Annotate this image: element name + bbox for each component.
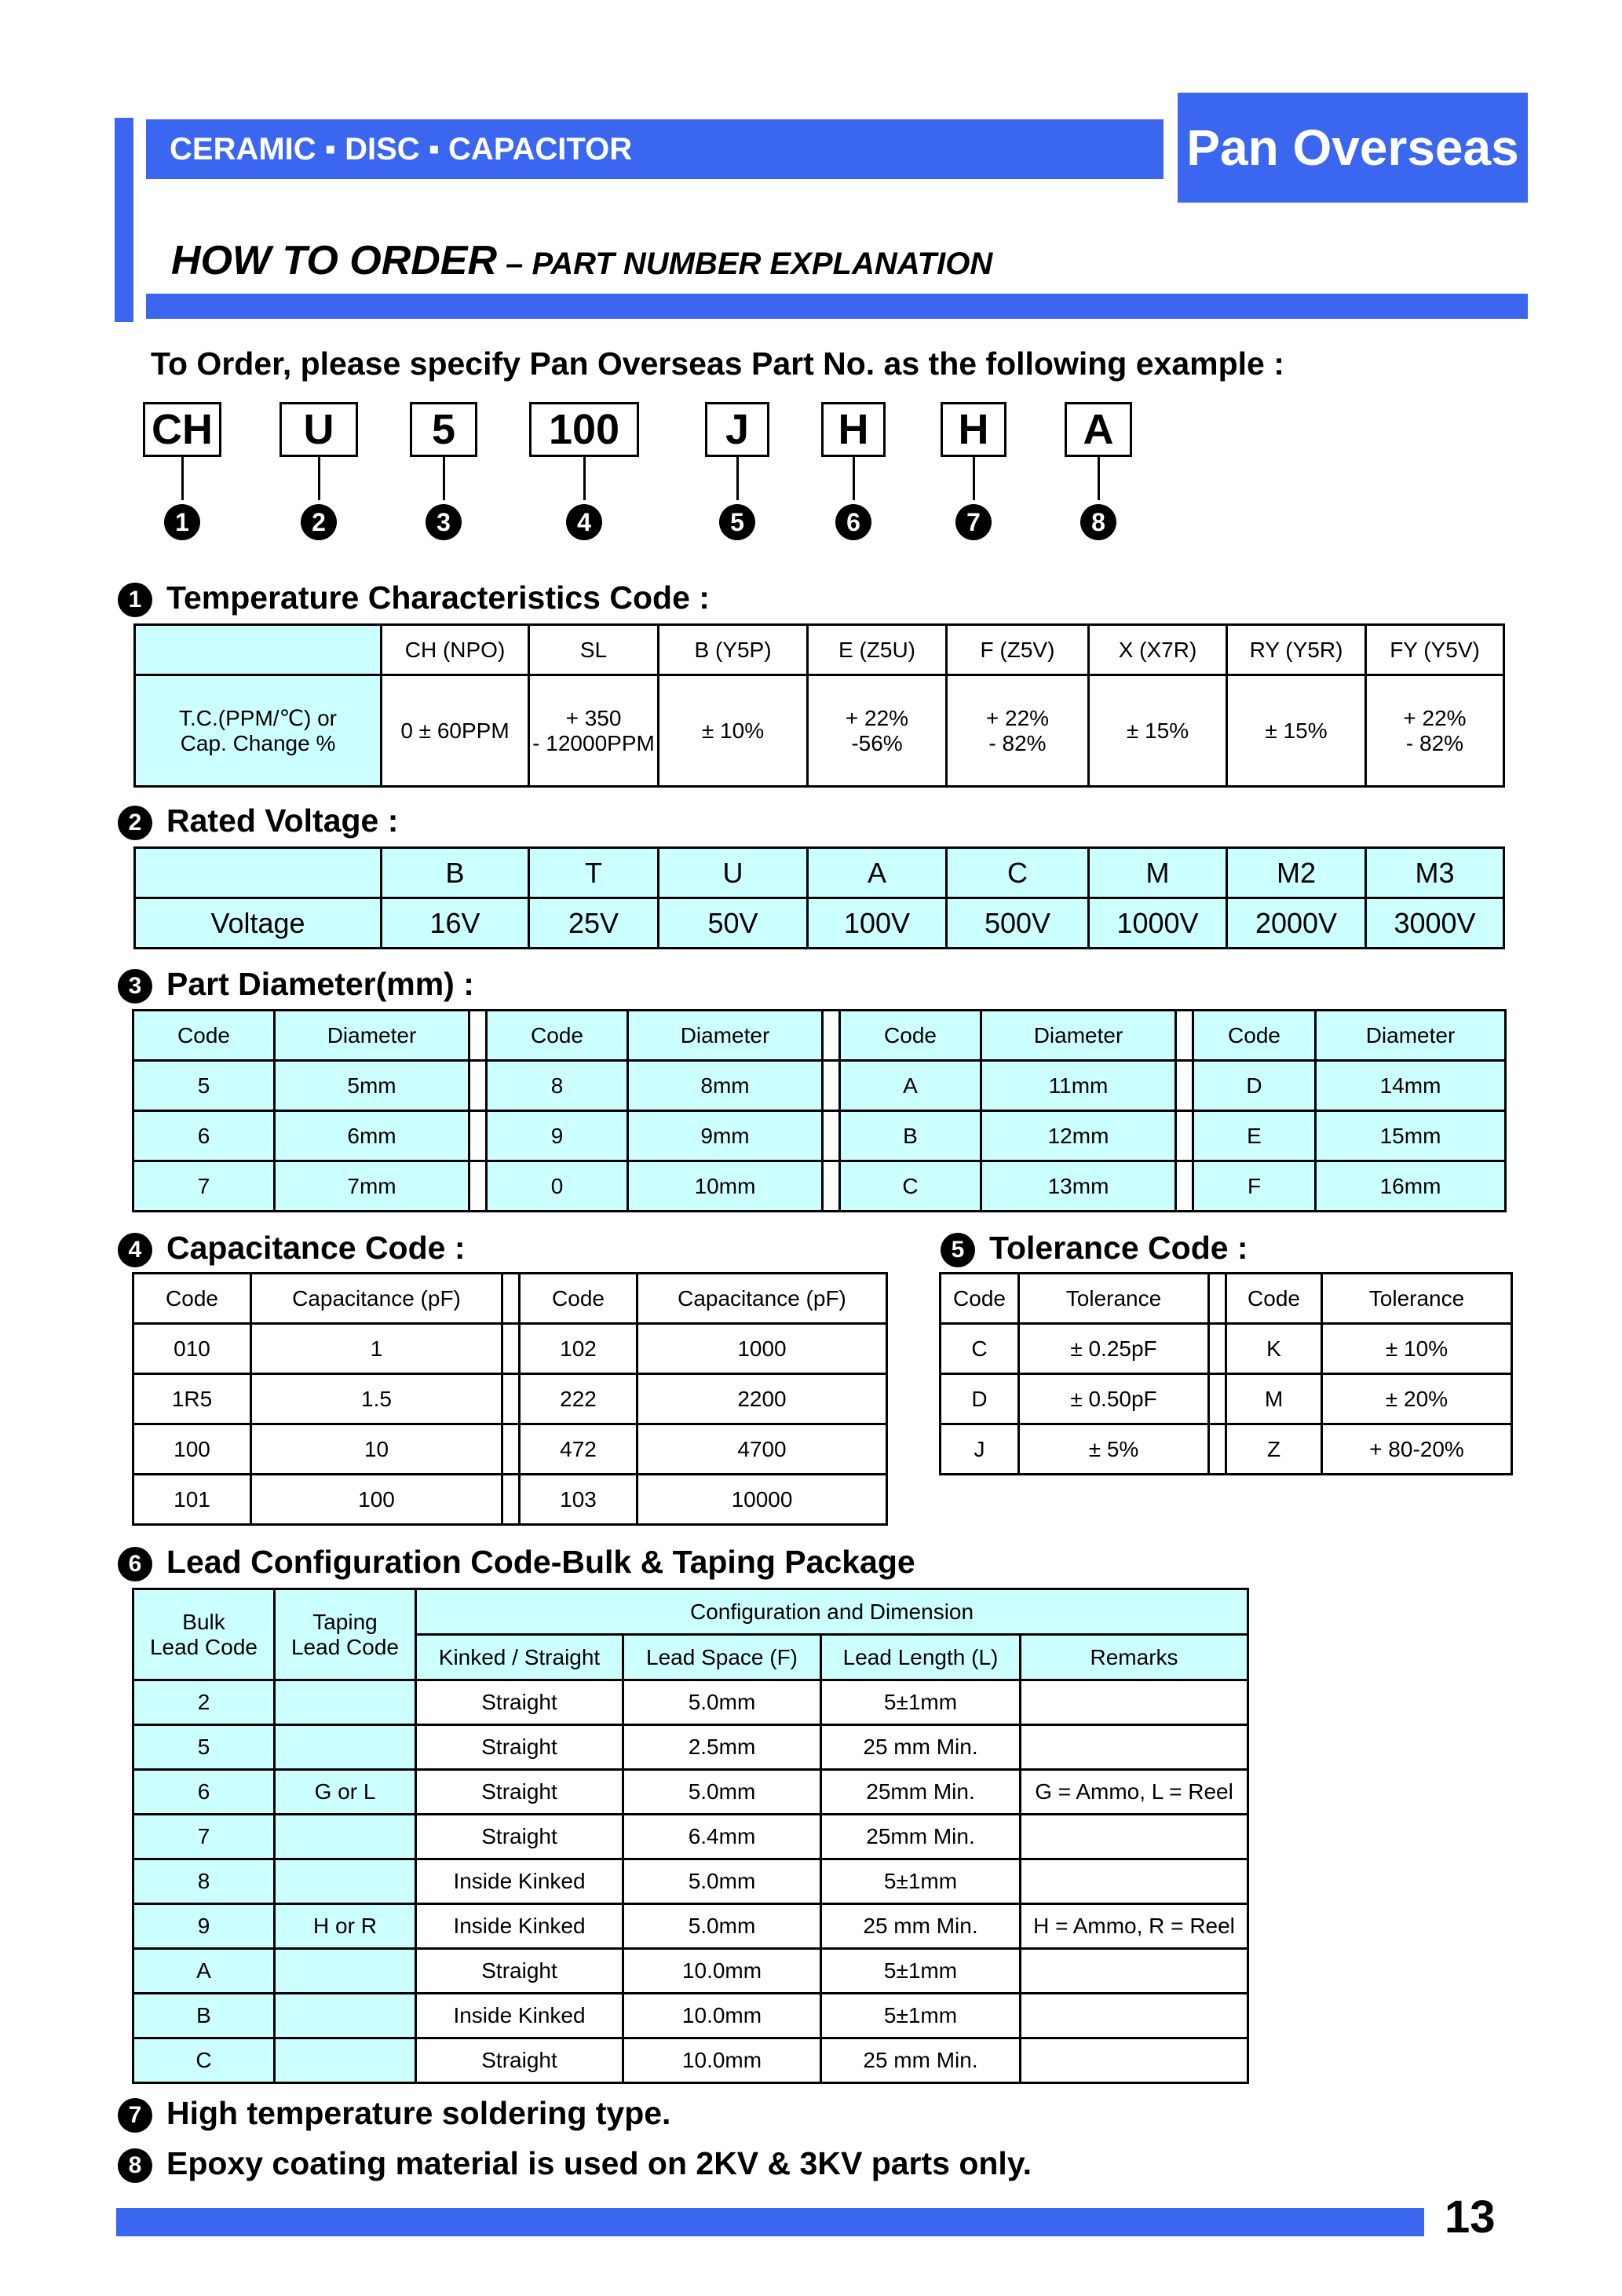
voltage-code-cell: M2 bbox=[1227, 848, 1366, 898]
column-spacer bbox=[1209, 1424, 1226, 1475]
connector-line bbox=[1098, 457, 1100, 500]
row-label-line2: Cap. Change % bbox=[180, 731, 336, 755]
taping-code-cell: H or R bbox=[275, 1904, 416, 1949]
taping-code-cell bbox=[275, 1949, 416, 1994]
temp-value-cell bbox=[1366, 675, 1504, 787]
table-row bbox=[133, 1475, 887, 1525]
tol-value-cell: ± 20% bbox=[1322, 1374, 1512, 1424]
temp-code-cell: RY (Y5R) bbox=[1227, 625, 1366, 675]
taping-code-cell bbox=[275, 2038, 416, 2083]
cap-value-cell: 10000 bbox=[637, 1475, 887, 1525]
voltage-code-cell: C bbox=[947, 848, 1089, 898]
diameter-code-cell: A bbox=[840, 1061, 981, 1111]
diameter-value-cell: 5mm bbox=[275, 1061, 469, 1111]
bulk-code-cell: 6 bbox=[133, 1770, 275, 1815]
value-line: ± 15% bbox=[1265, 718, 1328, 743]
voltage-value-cell: 3000V bbox=[1366, 898, 1504, 949]
header-line: Bulk bbox=[182, 1609, 225, 1634]
table-row bbox=[133, 1859, 1248, 1904]
table-corner bbox=[135, 625, 382, 675]
value-line: ± 10% bbox=[701, 718, 765, 743]
table-row bbox=[133, 1904, 1248, 1949]
column-spacer bbox=[1176, 1161, 1193, 1212]
header-lead-space: Lead Space (F) bbox=[623, 1635, 821, 1680]
table-row bbox=[133, 1949, 1248, 1994]
connector-line bbox=[853, 457, 855, 500]
lead-space-cell: 10.0mm bbox=[623, 1994, 821, 2038]
value-line: + 22% bbox=[845, 705, 909, 730]
header-value: Diameter bbox=[981, 1011, 1176, 1061]
header-value: Tolerance bbox=[1322, 1274, 1512, 1324]
header-code: Code bbox=[1193, 1011, 1316, 1061]
bulk-code-cell: 2 bbox=[133, 1680, 275, 1725]
table-row bbox=[133, 2038, 1248, 2083]
left-accent-bar bbox=[115, 118, 133, 322]
voltage-value-cell: 100V bbox=[808, 898, 947, 949]
value-line: + 22% bbox=[985, 705, 1050, 730]
diameter-code-cell: E bbox=[1193, 1111, 1316, 1161]
diameter-value-cell: 8mm bbox=[628, 1061, 823, 1111]
table-row bbox=[941, 1324, 1512, 1374]
header-bulk-lead-code bbox=[133, 1589, 275, 1680]
part-index-badge: 2 bbox=[301, 504, 337, 540]
lead-length-cell: 25 mm Min. bbox=[821, 2038, 1021, 2083]
value-line: - 12000PPM bbox=[532, 730, 655, 755]
remarks-cell bbox=[1021, 1859, 1248, 1904]
temp-code-cell: CH (NPO) bbox=[382, 625, 529, 675]
table-row bbox=[133, 1324, 887, 1374]
cap-value-cell: 1 bbox=[251, 1324, 502, 1374]
diameter-value-cell: 15mm bbox=[1316, 1111, 1506, 1161]
lead-space-cell: 5.0mm bbox=[623, 1680, 821, 1725]
part-index-badge: 4 bbox=[566, 504, 602, 540]
tol-code-cell: M bbox=[1226, 1374, 1322, 1424]
section-title: Epoxy coating material is used on 2KV & 3KV parts only. bbox=[166, 2145, 1032, 2181]
taping-code-cell bbox=[275, 1859, 416, 1904]
value-line: - 82% bbox=[988, 730, 1047, 755]
header-code: Code bbox=[840, 1011, 981, 1061]
diameter-code-cell: 7 bbox=[133, 1161, 275, 1212]
header-value: Diameter bbox=[1316, 1011, 1506, 1061]
column-spacer bbox=[823, 1011, 840, 1061]
cap-value-cell: 1000 bbox=[637, 1324, 887, 1374]
header-code: Code bbox=[487, 1011, 628, 1061]
remarks-cell bbox=[1021, 1680, 1248, 1725]
header-code: Code bbox=[1226, 1274, 1322, 1324]
page-title bbox=[171, 237, 992, 284]
remarks-cell bbox=[1021, 1725, 1248, 1770]
header-code: Code bbox=[133, 1274, 251, 1324]
diameter-code-cell: 9 bbox=[487, 1111, 628, 1161]
cap-value-cell: 1.5 bbox=[251, 1374, 502, 1424]
section-title: Tolerance Code : bbox=[989, 1230, 1248, 1266]
part-index-badge: 6 bbox=[835, 504, 871, 540]
temp-code-cell: X (X7R) bbox=[1089, 625, 1227, 675]
voltage-value-cell: 25V bbox=[529, 898, 659, 949]
header-value: Tolerance bbox=[1019, 1274, 1209, 1324]
temp-code-cell: SL bbox=[529, 625, 659, 675]
lead-configuration-table bbox=[132, 1588, 1249, 2084]
cap-code-cell: 101 bbox=[133, 1475, 251, 1525]
part-index-badge: 3 bbox=[426, 504, 462, 540]
section-number: 5 bbox=[941, 1233, 975, 1267]
table-row bbox=[133, 1111, 1506, 1161]
header-kinked-straight: Kinked / Straight bbox=[416, 1635, 623, 1680]
lead-length-cell: 5±1mm bbox=[821, 1994, 1021, 2038]
part-code-box: 100 bbox=[529, 402, 639, 457]
diameter-code-cell: 8 bbox=[487, 1061, 628, 1111]
diameter-value-cell: 7mm bbox=[275, 1161, 469, 1212]
capacitance-table bbox=[132, 1272, 888, 1526]
diameter-code-cell: 0 bbox=[487, 1161, 628, 1212]
kinked-cell: Inside Kinked bbox=[416, 1859, 623, 1904]
column-spacer bbox=[469, 1111, 487, 1161]
table-row bbox=[133, 1815, 1248, 1859]
temp-value-cell bbox=[659, 675, 808, 787]
header-line: Lead Code bbox=[149, 1634, 258, 1659]
row-label: Voltage bbox=[135, 898, 382, 949]
remarks-cell: H = Ammo, R = Reel bbox=[1021, 1904, 1248, 1949]
diameter-value-cell: 10mm bbox=[628, 1161, 823, 1212]
part-code-box: U bbox=[279, 402, 358, 457]
cap-code-cell: 102 bbox=[520, 1324, 637, 1374]
remarks-cell bbox=[1021, 2038, 1248, 2083]
header-line: Lead Code bbox=[290, 1634, 399, 1659]
lead-space-cell: 10.0mm bbox=[623, 2038, 821, 2083]
tolerance-table bbox=[939, 1272, 1513, 1475]
value-line: -56% bbox=[851, 730, 903, 755]
section-title: Temperature Characteristics Code : bbox=[166, 579, 710, 616]
bulk-code-cell: B bbox=[133, 1994, 275, 2038]
column-spacer bbox=[1176, 1011, 1193, 1061]
column-spacer bbox=[502, 1324, 520, 1374]
tol-code-cell: J bbox=[941, 1424, 1019, 1475]
header-value: Diameter bbox=[628, 1011, 823, 1061]
tol-code-cell: Z bbox=[1226, 1424, 1322, 1475]
cap-code-cell: 222 bbox=[520, 1374, 637, 1424]
tol-code-cell: D bbox=[941, 1374, 1019, 1424]
category-banner bbox=[146, 119, 1164, 179]
diameter-value-cell: 12mm bbox=[981, 1111, 1176, 1161]
title-separator: – bbox=[497, 247, 532, 281]
lead-length-cell: 5±1mm bbox=[821, 1680, 1021, 1725]
title-underline bbox=[146, 294, 1528, 319]
section-number: 2 bbox=[118, 806, 152, 840]
column-spacer bbox=[1209, 1374, 1226, 1424]
diameter-value-cell: 14mm bbox=[1316, 1061, 1506, 1111]
footer-bar bbox=[116, 2208, 1424, 2236]
header-value: Capacitance (pF) bbox=[251, 1274, 502, 1324]
part-index-badge: 8 bbox=[1080, 504, 1116, 540]
taping-code-cell bbox=[275, 1680, 416, 1725]
connector-line bbox=[973, 457, 975, 500]
section-number: 1 bbox=[118, 583, 152, 617]
value-line: ± 15% bbox=[1126, 718, 1189, 743]
cap-value-cell: 4700 bbox=[637, 1424, 887, 1475]
kinked-cell: Inside Kinked bbox=[416, 1994, 623, 2038]
taping-code-cell bbox=[275, 1994, 416, 2038]
value-line: + 350 bbox=[565, 705, 622, 730]
remarks-cell bbox=[1021, 1994, 1248, 2038]
lead-length-cell: 25mm Min. bbox=[821, 1815, 1021, 1859]
column-spacer bbox=[502, 1424, 520, 1475]
diameter-table bbox=[132, 1009, 1507, 1212]
tol-value-cell: ± 5% bbox=[1019, 1424, 1209, 1475]
voltage-value-cell: 50V bbox=[659, 898, 808, 949]
part-index-badge: 5 bbox=[719, 504, 755, 540]
temp-code-cell: B (Y5P) bbox=[659, 625, 808, 675]
table-row bbox=[133, 1374, 887, 1424]
voltage-value-cell: 500V bbox=[947, 898, 1089, 949]
column-spacer bbox=[1176, 1111, 1193, 1161]
lead-length-cell: 25 mm Min. bbox=[821, 1904, 1021, 1949]
voltage-code-cell: A bbox=[808, 848, 947, 898]
section-number: 8 bbox=[118, 2148, 152, 2183]
lead-space-cell: 5.0mm bbox=[623, 1859, 821, 1904]
column-spacer bbox=[502, 1475, 520, 1525]
kinked-cell: Straight bbox=[416, 1770, 623, 1815]
voltage-value-cell: 16V bbox=[382, 898, 529, 949]
brand-logo-text: Pan Overseas bbox=[1186, 119, 1519, 176]
temp-code-cell: E (Z5U) bbox=[808, 625, 947, 675]
column-spacer bbox=[1209, 1274, 1226, 1324]
section-title: Capacitance Code : bbox=[166, 1230, 466, 1266]
section-2-heading bbox=[118, 801, 398, 840]
bulk-code-cell: 5 bbox=[133, 1725, 275, 1770]
title-main: HOW TO ORDER bbox=[171, 238, 498, 283]
section-title: High temperature soldering type. bbox=[166, 2095, 671, 2131]
taping-code-cell bbox=[275, 1725, 416, 1770]
column-spacer bbox=[1176, 1061, 1193, 1111]
part-code-box: H bbox=[821, 402, 886, 457]
diameter-code-cell: 6 bbox=[133, 1111, 275, 1161]
cap-value-cell: 10 bbox=[251, 1424, 502, 1475]
voltage-value-cell: 1000V bbox=[1089, 898, 1227, 949]
cap-value-cell: 2200 bbox=[637, 1374, 887, 1424]
header-code: Code bbox=[133, 1011, 275, 1061]
remarks-cell bbox=[1021, 1949, 1248, 1994]
table-row bbox=[133, 1061, 1506, 1111]
page-number: 13 bbox=[1445, 2192, 1496, 2243]
cap-code-cell: 100 bbox=[133, 1424, 251, 1475]
section-7-note bbox=[118, 2093, 670, 2133]
taping-code-cell: G or L bbox=[275, 1770, 416, 1815]
bulk-code-cell: 7 bbox=[133, 1815, 275, 1859]
kinked-cell: Straight bbox=[416, 1815, 623, 1859]
diameter-value-cell: 6mm bbox=[275, 1111, 469, 1161]
diameter-value-cell: 16mm bbox=[1316, 1161, 1506, 1212]
temp-code-cell: FY (Y5V) bbox=[1366, 625, 1504, 675]
taping-code-cell bbox=[275, 1815, 416, 1859]
table-row bbox=[941, 1424, 1512, 1475]
temp-value-cell bbox=[1089, 675, 1227, 787]
section-5-heading bbox=[941, 1228, 1248, 1267]
section-8-note bbox=[118, 2144, 1032, 2183]
table-corner bbox=[135, 848, 382, 898]
column-spacer bbox=[469, 1161, 487, 1212]
section-number: 6 bbox=[118, 1547, 152, 1581]
tol-value-cell: + 80-20% bbox=[1322, 1424, 1512, 1475]
value-line: + 22% bbox=[1403, 705, 1467, 730]
header-line: Taping bbox=[312, 1609, 378, 1634]
voltage-code-cell: U bbox=[659, 848, 808, 898]
column-spacer bbox=[502, 1274, 520, 1324]
part-code-box: H bbox=[941, 402, 1006, 457]
bulk-code-cell: 9 bbox=[133, 1904, 275, 1949]
part-code-box: 5 bbox=[410, 402, 477, 457]
header-code: Code bbox=[520, 1274, 637, 1324]
row-label bbox=[135, 675, 382, 787]
header-code: Code bbox=[941, 1274, 1019, 1324]
section-3-heading bbox=[118, 964, 474, 1004]
diameter-code-cell: B bbox=[840, 1111, 981, 1161]
row-label-line1: T.C.(PPM/℃) or bbox=[178, 706, 337, 730]
column-spacer bbox=[823, 1161, 840, 1212]
table-row bbox=[133, 1770, 1248, 1815]
section-title: Rated Voltage : bbox=[166, 803, 399, 839]
connector-line bbox=[736, 457, 739, 500]
diameter-value-cell: 9mm bbox=[628, 1111, 823, 1161]
header-configuration: Configuration and Dimension bbox=[416, 1589, 1248, 1635]
section-6-heading bbox=[118, 1542, 915, 1581]
voltage-table bbox=[133, 846, 1505, 949]
table-row bbox=[133, 1725, 1248, 1770]
kinked-cell: Straight bbox=[416, 2038, 623, 2083]
column-spacer bbox=[469, 1061, 487, 1111]
cap-code-cell: 010 bbox=[133, 1324, 251, 1374]
lead-length-cell: 25mm Min. bbox=[821, 1770, 1021, 1815]
header-taping-lead-code bbox=[275, 1589, 416, 1680]
bulk-code-cell: A bbox=[133, 1949, 275, 1994]
temp-value-cell bbox=[947, 675, 1089, 787]
table-row bbox=[941, 1374, 1512, 1424]
cap-code-cell: 103 bbox=[520, 1475, 637, 1525]
remarks-cell: G = Ammo, L = Reel bbox=[1021, 1770, 1248, 1815]
header-value: Diameter bbox=[275, 1011, 469, 1061]
diameter-code-cell: F bbox=[1193, 1161, 1316, 1212]
temp-value-cell bbox=[1227, 675, 1366, 787]
category-title: CERAMIC ▪ DISC ▪ CAPACITOR bbox=[170, 132, 633, 166]
section-4-heading bbox=[118, 1228, 466, 1267]
bulk-code-cell: C bbox=[133, 2038, 275, 2083]
section-number: 4 bbox=[118, 1233, 152, 1267]
connector-line bbox=[181, 457, 184, 500]
column-spacer bbox=[502, 1374, 520, 1424]
part-code-box: CH bbox=[143, 402, 221, 457]
lead-space-cell: 5.0mm bbox=[623, 1770, 821, 1815]
header-value: Capacitance (pF) bbox=[637, 1274, 887, 1324]
kinked-cell: Inside Kinked bbox=[416, 1904, 623, 1949]
part-index-badge: 1 bbox=[164, 504, 200, 540]
tol-value-cell: ± 0.25pF bbox=[1019, 1324, 1209, 1374]
bulk-code-cell: 8 bbox=[133, 1859, 275, 1904]
diameter-code-cell: C bbox=[840, 1161, 981, 1212]
section-number: 7 bbox=[118, 2098, 152, 2133]
section-title: Part Diameter(mm) : bbox=[166, 966, 474, 1002]
column-spacer bbox=[1209, 1324, 1226, 1374]
connector-line bbox=[443, 457, 445, 500]
kinked-cell: Straight bbox=[416, 1949, 623, 1994]
temperature-table bbox=[133, 623, 1505, 788]
remarks-cell bbox=[1021, 1815, 1248, 1859]
lead-length-cell: 5±1mm bbox=[821, 1949, 1021, 1994]
tol-code-cell: K bbox=[1226, 1324, 1322, 1374]
column-spacer bbox=[469, 1011, 487, 1061]
intro-text: To Order, please specify Pan Overseas Part No. as the following example : bbox=[151, 345, 1284, 382]
diameter-code-cell: D bbox=[1193, 1061, 1316, 1111]
tol-value-cell: ± 0.50pF bbox=[1019, 1374, 1209, 1424]
diameter-value-cell: 13mm bbox=[981, 1161, 1176, 1212]
tol-code-cell: C bbox=[941, 1324, 1019, 1374]
table-row bbox=[133, 1424, 887, 1475]
section-title: Lead Configuration Code-Bulk & Taping Package bbox=[166, 1544, 915, 1580]
temp-code-cell: F (Z5V) bbox=[947, 625, 1089, 675]
section-number: 3 bbox=[118, 969, 152, 1004]
table-row bbox=[133, 1994, 1248, 2038]
temp-value-cell bbox=[382, 675, 529, 787]
cap-code-cell: 472 bbox=[520, 1424, 637, 1475]
connector-line bbox=[318, 457, 320, 500]
voltage-code-cell: M3 bbox=[1366, 848, 1504, 898]
table-row bbox=[133, 1161, 1506, 1212]
part-code-box: A bbox=[1065, 402, 1132, 457]
diameter-code-cell: 5 bbox=[133, 1061, 275, 1111]
value-line: - 82% bbox=[1405, 730, 1464, 755]
column-spacer bbox=[823, 1061, 840, 1111]
section-1-heading bbox=[118, 578, 710, 617]
kinked-cell: Straight bbox=[416, 1725, 623, 1770]
title-sub: PART NUMBER EXPLANATION bbox=[532, 247, 993, 281]
lead-space-cell: 2.5mm bbox=[623, 1725, 821, 1770]
cap-code-cell: 1R5 bbox=[133, 1374, 251, 1424]
temp-value-cell bbox=[808, 675, 947, 787]
voltage-code-cell: B bbox=[382, 848, 529, 898]
lead-space-cell: 10.0mm bbox=[623, 1949, 821, 1994]
lead-length-cell: 25 mm Min. bbox=[821, 1725, 1021, 1770]
part-index-badge: 7 bbox=[955, 504, 992, 540]
voltage-value-cell: 2000V bbox=[1227, 898, 1366, 949]
diameter-value-cell: 11mm bbox=[981, 1061, 1176, 1111]
cap-value-cell: 100 bbox=[251, 1475, 502, 1525]
value-line: 0 ± 60PPM bbox=[400, 718, 510, 743]
header-lead-length: Lead Length (L) bbox=[821, 1635, 1021, 1680]
column-spacer bbox=[823, 1111, 840, 1161]
connector-line bbox=[583, 457, 586, 500]
voltage-code-cell: T bbox=[529, 848, 659, 898]
tol-value-cell: ± 10% bbox=[1322, 1324, 1512, 1374]
temp-value-cell bbox=[529, 675, 659, 787]
lead-space-cell: 6.4mm bbox=[623, 1815, 821, 1859]
table-row bbox=[133, 1680, 1248, 1725]
voltage-code-cell: M bbox=[1089, 848, 1227, 898]
lead-length-cell: 5±1mm bbox=[821, 1859, 1021, 1904]
kinked-cell: Straight bbox=[416, 1680, 623, 1725]
lead-space-cell: 5.0mm bbox=[623, 1904, 821, 1949]
header-remarks: Remarks bbox=[1021, 1635, 1248, 1680]
part-code-box: J bbox=[705, 402, 769, 457]
brand-banner bbox=[1178, 93, 1528, 203]
